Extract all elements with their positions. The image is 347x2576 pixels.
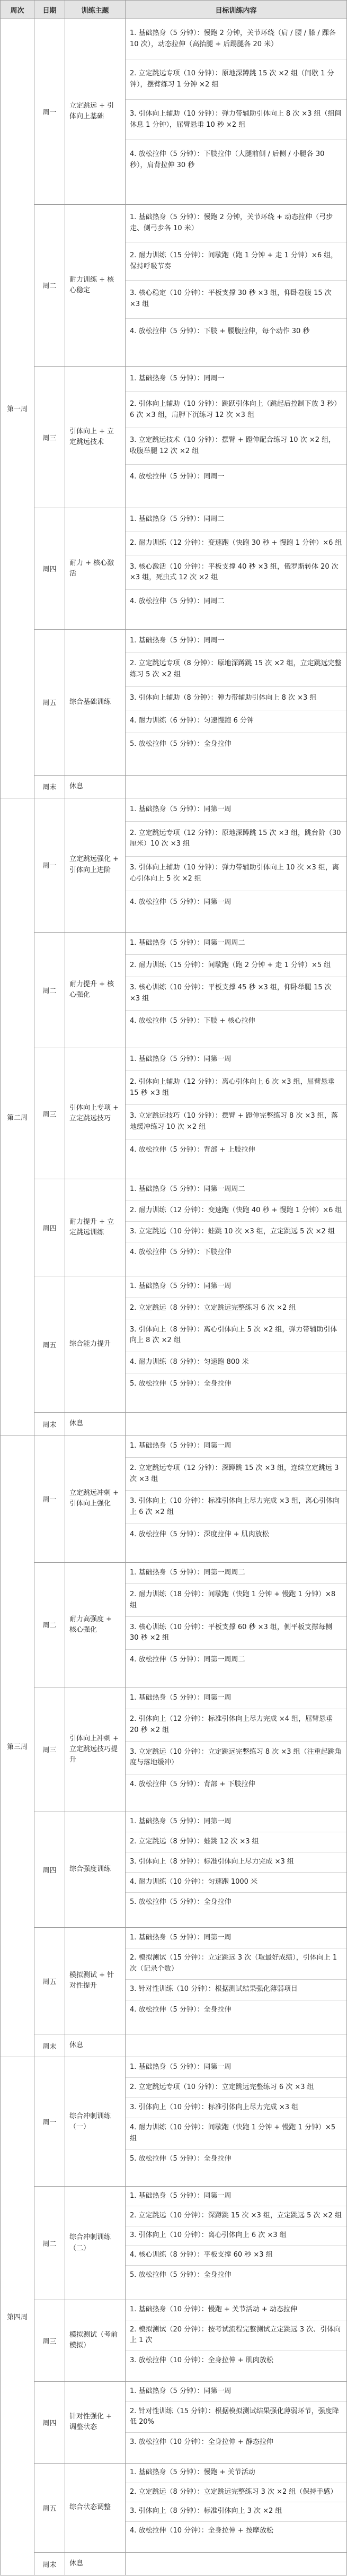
training-item <box>126 1048 346 1071</box>
day-label: 周一 <box>34 1435 65 1562</box>
training-item <box>126 977 346 1010</box>
training-item-list <box>126 1928 346 2020</box>
training-item <box>126 1649 346 1671</box>
training-item-list <box>126 508 346 613</box>
day-label: 周二 <box>34 204 65 367</box>
training-item-text: 4. 放松拉伸（5 分钟）：下肢拉伸 <box>130 1248 232 1257</box>
training-item-text: 3. 引体向上（8 分钟）：标准引体向上尽力完成 ×3 组 <box>130 1857 294 1866</box>
training-item <box>126 2149 346 2169</box>
training-item <box>126 1774 346 1796</box>
training-item <box>126 2000 346 2021</box>
training-item-text: 4. 耐力训练（6 分钟）：匀速慢跑 6 分钟 <box>130 717 254 725</box>
training-content <box>126 798 347 932</box>
training-item-list <box>126 1048 346 1162</box>
training-item-text: 3. 引体向上（8 分钟）：标准引体向上 3 次 ×2 组 <box>130 2507 282 2516</box>
table-row <box>1 1048 347 1179</box>
training-theme: 综合强度训练 <box>65 1812 126 1927</box>
training-item <box>126 1948 346 1979</box>
training-item <box>126 2483 346 2502</box>
training-item-text: 3. 引体向上辅助（10 分钟）：弹力带辅助引体向上 8 次 ×3 组（组间休息 1 分钟），屈臂悬垂 10 秒 ×2 组 <box>130 109 342 129</box>
training-item <box>126 1200 346 1221</box>
training-item-text: 5. 放松拉伸（5 分钟）：全身拉伸 <box>130 1898 232 1906</box>
training-content <box>126 1413 347 1435</box>
training-item-text: 2. 立定跳远专项（8 分钟）：原地深蹲跳 15 次 ×2 组，立定跳远完整练习 5 次 ×2 组 <box>130 659 342 679</box>
training-item-text: 2. 立定跳远专项（10 分钟）：原地深蹲跳 15 次 ×2 组（间歇 1 分钟），摆臂练习 1 分钟 ×2 组 <box>130 69 334 89</box>
training-item <box>126 686 346 710</box>
training-item-text: 1. 基础热身（5 分钟）：同第一周周二 <box>130 938 245 947</box>
day-label: 周末 <box>34 775 65 798</box>
day-label: 周五 <box>34 629 65 775</box>
training-content <box>126 1048 347 1179</box>
day-label: 周五 <box>34 1276 65 1413</box>
training-item <box>126 1812 346 1832</box>
training-item <box>126 2057 346 2077</box>
training-item <box>126 140 346 180</box>
training-item <box>126 1139 346 1162</box>
day-label: 周四 <box>34 1179 65 1276</box>
training-item <box>126 2098 346 2118</box>
training-item-text: 1. 基础热身（5 分钟）：慢跑 2 分钟，关节环绕（肩 / 腰 / 膝 / 踝各 10 次），动态拉伸（高抬腿 + 后踢腿各 20 米） <box>130 29 336 48</box>
training-content <box>126 932 347 1048</box>
day-label: 周五 <box>34 2464 65 2553</box>
training-theme: 休息 <box>65 2553 126 2575</box>
day-label: 周末 <box>34 2034 65 2057</box>
training-item-text: 3. 引体向上（8 分钟）：离心引体向上 5 次 ×2 组，弹力带辅助引体向上 8 次 ×2 组 <box>130 1325 337 1345</box>
table-row <box>1 2187 347 2300</box>
training-item-text: 3. 立定跳远（10 分钟）：立定跳远完整练习 8 次 ×3 组（注重起跳角度与落地缓冲） <box>130 1747 342 1767</box>
training-content <box>126 775 347 798</box>
training-item-list <box>126 2057 346 2169</box>
training-item <box>126 2206 346 2225</box>
training-item-text: 4. 耐力训练（8 分钟）：匀速跑 800 米 <box>130 1358 249 1367</box>
training-item-text: 5. 放松拉伸（5 分钟）：全身拉伸 <box>130 2270 232 2279</box>
rest-row <box>1 2553 347 2575</box>
training-theme: 休息 <box>65 775 126 798</box>
training-theme: 综合冲刺训练（二） <box>65 2187 126 2300</box>
training-item-text: 2. 耐力训练（12 分钟）：变速跑（快跑 30 秒 + 慢跑 1 分钟）×6 组 <box>130 538 342 547</box>
week-label: 第一周 <box>1 19 34 798</box>
day-label: 周末 <box>34 1413 65 1435</box>
day-label: 周二 <box>34 932 65 1048</box>
day-label: 周一 <box>34 798 65 932</box>
table-row <box>1 1687 347 1812</box>
table-body <box>1 19 347 2575</box>
day-label: 周三 <box>34 1048 65 1179</box>
training-item-list <box>126 2382 346 2452</box>
table-row <box>1 367 347 508</box>
training-item-text: 4. 放松拉伸（5 分钟）：背部 + 下肢拉伸 <box>130 1780 255 1789</box>
training-item <box>126 630 346 652</box>
training-item <box>126 19 346 59</box>
day-label: 周三 <box>34 2300 65 2381</box>
training-item-text: 4. 放松拉伸（5 分钟）：下肢 + 腰腹拉伸，每个动作 30 秒 <box>130 327 310 336</box>
training-item <box>126 2351 346 2371</box>
training-theme: 耐力高强度 + 核心强化 <box>65 1562 126 1687</box>
training-item <box>126 933 346 954</box>
day-label: 周五 <box>34 1928 65 2034</box>
training-item <box>126 1276 346 1298</box>
training-content <box>126 367 347 508</box>
training-item-text: 4. 放松拉伸（5 分钟）：同第一周周二 <box>130 1656 245 1664</box>
training-content <box>126 19 347 205</box>
training-item <box>126 652 346 686</box>
training-item <box>126 532 346 555</box>
training-item-list <box>126 19 346 180</box>
training-item-text: 1. 基础热身（5 分钟）：同第一周 <box>130 1693 232 1702</box>
training-item-list <box>126 2464 346 2540</box>
training-item <box>126 2521 346 2541</box>
training-theme: 立定跳远冲刺 + 引体向上强化 <box>65 1435 126 1562</box>
training-theme: 立定跳远强化 + 引体向上进阶 <box>65 798 126 932</box>
header-row <box>1 1 347 19</box>
training-item <box>126 59 346 99</box>
training-item-text: 3. 引体向上（10 分钟）：标准引体向上尽力完成 ×3 组，离心引体向上 6 次 ×2 组 <box>130 1497 340 1517</box>
day-label: 周三 <box>34 1687 65 1812</box>
training-item <box>126 2118 346 2149</box>
table-row <box>1 1562 347 1687</box>
training-theme: 耐力提升 + 核心强化 <box>65 932 126 1048</box>
training-item <box>126 555 346 589</box>
training-item <box>126 2464 346 2483</box>
training-item-text: 1. 基础热身（5 分钟）：慢跑 + 关节活动 <box>130 2468 255 2477</box>
training-item-text: 1. 基础热身（5 分钟）：同周一 <box>130 375 225 383</box>
rest-row <box>1 775 347 798</box>
training-item-list <box>126 1179 346 1263</box>
training-item <box>126 1583 346 1616</box>
training-item-list <box>126 630 346 756</box>
table-row <box>1 2464 347 2553</box>
training-item-text: 5. 放松拉伸（5 分钟）：全身拉伸 <box>130 1379 232 1388</box>
training-item-list <box>126 2187 346 2285</box>
training-theme: 引体向上专项 + 立定跳远技巧 <box>65 1048 126 1179</box>
table-row <box>1 204 347 367</box>
training-item <box>126 1352 346 1373</box>
training-item <box>126 954 346 977</box>
training-theme: 模拟测试 + 针对性提升 <box>65 1928 126 2034</box>
training-theme: 休息 <box>65 2034 126 2057</box>
training-item-text: 4. 放松拉伸（10 分钟）：全身拉伸 + 按摩放松 <box>130 2526 273 2535</box>
training-item-text: 3. 放松拉伸（10 分钟）：全身拉伸 + 肌肉放松 <box>130 2356 273 2365</box>
training-item-list <box>126 367 346 489</box>
training-item-text: 2. 立定跳远专项（12 分钟）：深蹲跳 15 次 ×3 组，连续立定跳远 3 次 ×3 组 <box>130 1464 339 1483</box>
table-row <box>1 19 347 205</box>
training-item <box>126 2502 346 2521</box>
training-item-text: 2. 引体向上辅助（12 分钟）：离心引体向上 6 次 ×3 组，屈臂悬垂 15 秒 ×3 组 <box>130 1078 335 1097</box>
training-item <box>126 1709 346 1741</box>
training-item-text: 2. 针对性训练（15 分钟）：根据模拟测试结果强化薄弱环节，强度降低 20% <box>130 2407 339 2426</box>
training-item <box>126 1979 346 2000</box>
training-item-text: 1. 基础热身（5 分钟）：同第一周 <box>130 1817 232 1825</box>
table-row <box>1 798 347 932</box>
training-item <box>126 1852 346 1872</box>
training-item <box>126 1928 346 1948</box>
training-item <box>126 891 346 915</box>
training-item-text: 1. 基础热身（5 分钟）：同第一周 <box>130 2062 232 2071</box>
day-label: 周二 <box>34 2187 65 2300</box>
training-item-list <box>126 2300 346 2371</box>
training-item <box>126 2246 346 2265</box>
training-item-text: 4. 耐力训练（10 分钟）：间歇跑（快跑 1 分钟 + 慢跑 1 分钟）×5 组 <box>130 2124 336 2143</box>
training-item <box>126 2300 346 2320</box>
training-item <box>126 1524 346 1546</box>
training-item <box>126 508 346 532</box>
training-item-text: 3. 立定跳远技巧（10 分钟）：摆臂 + 蹬伸完整练习 8 次 ×3 组，落地缓冲练习 10 次 ×2 组 <box>130 1112 338 1132</box>
training-item-text: 3. 核心稳定（10 分钟）：平板支撑 30 秒 ×3 组，仰卧卷腹 15 次 ×3 组 <box>130 289 332 309</box>
training-item <box>126 2077 346 2098</box>
training-theme: 耐力训练 + 核心稳定 <box>65 204 126 367</box>
training-item <box>126 1892 346 1912</box>
day-label: 周末 <box>34 2553 65 2575</box>
training-item-text: 4. 放松拉伸（5 分钟）：深度拉伸 + 肌肉放松 <box>130 1530 269 1538</box>
training-item <box>126 1616 346 1649</box>
table-row <box>1 1276 347 1413</box>
training-item-text: 2. 立定跳远（8 分钟）：蛙跳 12 次 ×3 组 <box>130 1837 259 1846</box>
training-content <box>126 1435 347 1562</box>
training-content <box>126 2464 347 2553</box>
training-item <box>126 1490 346 1523</box>
table-row <box>1 508 347 630</box>
training-item-text: 1. 基础热身（5 分钟）：同周一 <box>130 636 225 645</box>
training-item-text: 1. 基础热身（5 分钟）：同第一周 <box>130 805 232 813</box>
day-label: 周四 <box>34 1812 65 1927</box>
training-content <box>126 1276 347 1413</box>
training-content <box>126 2300 347 2381</box>
week-label: 第三周 <box>1 1435 34 2057</box>
training-item <box>126 1179 346 1200</box>
training-item-text: 1. 基础热身（5 分钟）：同第一周 <box>130 1933 232 1942</box>
training-item <box>126 391 346 428</box>
table-row <box>1 1812 347 1927</box>
training-item-text: 2. 耐力训练（15 分钟）：间歇跑（跑 2 分钟 + 走 1 分钟）×5 组 <box>130 961 331 970</box>
training-item-text: 1. 基础热身（5 分钟）：慢跑 2 分钟，关节环绕 + 动态拉伸（弓步走、侧弓步各 10 米） <box>130 213 333 232</box>
table-row <box>1 629 347 775</box>
training-item-text: 1. 基础热身（5 分钟）：同第一周 <box>130 1442 232 1450</box>
training-item <box>126 710 346 733</box>
training-item <box>126 1687 346 1709</box>
training-item <box>126 1741 346 1773</box>
training-content <box>126 508 347 630</box>
training-item-text: 2. 引体向上（12 分钟）：标准引体向上尽力完成 ×4 组，屈臂悬垂 20 秒 ×2 组 <box>130 1715 333 1735</box>
training-item-text: 1. 基础热身（5 分钟）：同第一周 <box>130 2387 232 2395</box>
day-label: 周三 <box>34 367 65 508</box>
training-item-text: 4. 放松拉伸（5 分钟）：全身拉伸 <box>130 2006 232 2014</box>
training-content <box>126 204 347 367</box>
training-item-text: 2. 立定跳远（8 分钟）：立定跳远完整练习 6 次 ×2 组 <box>130 1303 296 1312</box>
training-theme: 引体向上 + 立定跳远技术 <box>65 367 126 508</box>
training-item-text: 3. 引体向上（10 分钟）：离心引体向上 6 次 ×3 组 <box>130 2231 287 2240</box>
training-item <box>126 856 346 891</box>
training-item <box>126 464 346 490</box>
training-item-text: 1. 基础热身（5 分钟）：同第一周 <box>130 1055 232 1063</box>
training-item-list <box>126 1276 346 1395</box>
training-theme: 综合基础训练 <box>65 629 126 775</box>
training-item-list <box>126 1687 346 1795</box>
training-item-text: 3. 针对性训练（10 分钟）：根据测试结果强化薄弱项目 <box>130 1985 298 1994</box>
training-content <box>126 1562 347 1687</box>
training-item-text: 5. 放松拉伸（5 分钟）：全身拉伸 <box>130 740 232 749</box>
week-label: 第四周 <box>1 2057 34 2575</box>
training-item-text: 1. 基础热身（5 分钟）：同第一周周二 <box>130 1569 245 1577</box>
training-item <box>126 1563 346 1584</box>
training-item <box>126 99 346 140</box>
table-header <box>1 1 347 19</box>
training-item <box>126 798 346 822</box>
training-theme: 针对性强化 + 调整状态 <box>65 2381 126 2463</box>
training-item-text: 2. 耐力训练（15 分钟）：间歇跑（跑 1 分钟 + 走 1 分钟）×6 组，保持呼吸节奏 <box>130 251 338 271</box>
training-item-text: 3. 立定跳远（10 分钟）：蛙跳 10 次 ×3 组，立定跳远 5 次 ×2 组 <box>130 1227 335 1235</box>
training-theme: 综合能力提升 <box>65 1276 126 1413</box>
training-item-text: 3. 引体向上辅助（8 分钟）：弹力带辅助引体向上 8 次 ×3 组 <box>130 693 317 702</box>
training-content <box>126 1812 347 1927</box>
training-item <box>126 2401 346 2433</box>
training-item <box>126 2265 346 2285</box>
training-content <box>126 1928 347 2034</box>
training-item <box>126 1435 346 1457</box>
header-week: 周次 <box>1 1 34 19</box>
training-item-text: 3. 引体向上（10 分钟）：标准引体向上尽力完成 ×3 组 <box>130 2103 299 2112</box>
training-item-text: 3. 立定跳远技术（10 分钟）：摆臂 + 蹬伸配合练习 10 次 ×2 组，收腹举腿 12 次 ×2 组 <box>130 436 336 456</box>
training-item-text: 2. 模拟测试（15 分钟）：立定跳远 3 次（取最好成绩），引体向上 1 次（记录个数） <box>130 1954 337 1973</box>
table-row <box>1 1928 347 2034</box>
training-content <box>126 1179 347 1276</box>
training-content <box>126 2553 347 2575</box>
training-item-text: 4. 放松拉伸（5 分钟）：下肢 + 核心拉伸 <box>130 1017 255 1025</box>
training-content <box>126 2034 347 2057</box>
table-row <box>1 932 347 1048</box>
training-item <box>126 1221 346 1242</box>
training-item <box>126 367 346 391</box>
training-item-text: 1. 基础热身（5 分钟）：同第一周 <box>130 1282 232 1291</box>
table-row <box>1 1179 347 1276</box>
table-row <box>1 2057 347 2187</box>
training-item <box>126 428 346 464</box>
training-theme: 耐力提升 + 立定跳远训练 <box>65 1179 126 1276</box>
training-item <box>126 1457 346 1490</box>
training-item <box>126 2187 346 2206</box>
rest-row <box>1 1413 347 1435</box>
training-theme: 立定跳远 + 引体向上基础 <box>65 19 126 205</box>
training-item-text: 1. 基础热身（5 分钟）：同周二 <box>130 515 225 524</box>
training-item <box>126 821 346 856</box>
training-item <box>126 318 346 345</box>
training-item-text: 4. 放松拉伸（5 分钟）：背部 + 上肢拉伸 <box>130 1146 255 1154</box>
training-item-text: 1. 基础热身（10 分钟）：慢跑 + 关节活动 + 动态拉伸 <box>130 2305 298 2313</box>
training-item-text: 3. 核心训练（10 分钟）：平板支撑 45 秒 ×3 组，仰卧举腿 15 次 ×3 组 <box>130 984 332 1003</box>
training-item <box>126 2382 346 2401</box>
training-item <box>126 2432 346 2452</box>
training-item-text: 2. 耐力训练（12 分钟）：变速跑（快跑 40 秒 + 慢跑 1 分钟）×6 组 <box>130 1206 342 1214</box>
training-theme: 休息 <box>65 1413 126 1435</box>
training-item <box>126 1071 346 1104</box>
training-item-text: 3. 引体向上辅助（10 分钟）：弹力带辅助引体向上 10 次 ×3 组，离心引体向上 5 次 ×2 组 <box>130 864 339 883</box>
training-item <box>126 205 346 242</box>
training-item <box>126 2226 346 2246</box>
day-label: 周一 <box>34 19 65 205</box>
day-label: 周四 <box>34 2381 65 2463</box>
training-theme: 综合状态调整 <box>65 2464 126 2553</box>
training-item <box>126 242 346 280</box>
training-item-text: 4. 耐力训练（10 分钟）：匀速跑 1000 米 <box>130 1877 258 1886</box>
training-item-text: 3. 放松拉伸（10 分钟）：全身拉伸 + 静态拉伸 <box>130 2438 273 2447</box>
training-item-text: 4. 放松拉伸（5 分钟）：同周二 <box>130 597 225 605</box>
training-content <box>126 629 347 775</box>
header-content: 目标训练内容 <box>126 1 347 19</box>
training-theme: 综合冲刺训练（一） <box>65 2057 126 2187</box>
training-content <box>126 2057 347 2187</box>
training-item-text: 2. 引体向上辅助（10 分钟）：跳跃引体向上（跳起后控制下放 3 秒）6 次 ×3 组，肩胛下沉练习 12 次 ×3 组 <box>130 399 341 419</box>
training-item-list <box>126 205 346 345</box>
training-item <box>126 1010 346 1032</box>
day-label: 周二 <box>34 1562 65 1687</box>
training-item <box>126 2320 346 2351</box>
training-content <box>126 2381 347 2463</box>
training-item <box>126 1319 346 1351</box>
training-item-list <box>126 933 346 1033</box>
training-item <box>126 1242 346 1263</box>
training-item-text: 2. 立定跳远（10 分钟）：深蹲跳 15 次 ×3 组，立定跳远 5 次 ×2 组 <box>130 2212 342 2220</box>
week-label: 第二周 <box>1 798 34 1435</box>
training-item-text: 2. 耐力训练（18 分钟）：间歇跑（快跑 1 分钟 + 慢跑 1 分钟）×8 组 <box>130 1590 336 1609</box>
training-item-text: 3. 核心激活（10 分钟）：平板支撑 40 秒 ×3 组，俄罗斯转体 20 次 ×3 组，死虫式 12 次 ×2 组 <box>130 562 339 582</box>
training-item <box>126 1104 346 1138</box>
training-content <box>126 1687 347 1812</box>
day-label: 周四 <box>34 508 65 630</box>
training-item-text: 3. 核心训练（10 分钟）：平板支撑 60 秒 ×3 组，侧平板支撑每侧 30 秒 ×2 组 <box>130 1623 332 1642</box>
training-item-text: 4. 核心训练（8 分钟）：平板支撑 60 秒 ×3 组 <box>130 2251 273 2259</box>
training-item-text: 1. 基础热身（5 分钟）：同第一周 <box>130 2191 232 2200</box>
training-item-list <box>126 798 346 915</box>
table-row <box>1 2300 347 2381</box>
training-item-text: 2. 模拟测试（20 分钟）：按考试流程完整测试立定跳远 3 次、引体向上 1 次 <box>130 2325 341 2345</box>
training-item-text: 4. 放松拉伸（5 分钟）：同周一 <box>130 472 225 481</box>
training-item-list <box>126 1812 346 1912</box>
training-content <box>126 2187 347 2300</box>
training-item <box>126 733 346 756</box>
training-theme: 模拟测试（考前模拟） <box>65 2300 126 2381</box>
training-item-list <box>126 1435 346 1545</box>
table-row <box>1 2381 347 2463</box>
training-item <box>126 589 346 613</box>
training-item-text: 2. 立定跳远（8 分钟）：立定跳远完整练习 3 次 ×2 组（保持手感） <box>130 2487 337 2496</box>
training-item <box>126 1298 346 1319</box>
training-item <box>126 1373 346 1395</box>
training-item <box>126 280 346 318</box>
training-theme: 引体向上冲刺 + 立定跳远技巧提升 <box>65 1687 126 1812</box>
training-item-text: 2. 立定跳远专项（12 分钟）：原地深蹲跳 15 次 ×3 组，跳台阶（30 厘米）10 次 ×3 组 <box>130 829 341 848</box>
training-item-text: 1. 基础热身（5 分钟）：同第一周周二 <box>130 1185 245 1194</box>
training-item-text: 4. 放松拉伸（5 分钟）：下肢拉伸（大腿前侧 / 后侧 / 小腿各 30 秒），肩背拉伸 30 秒 <box>130 150 325 169</box>
training-item <box>126 1872 346 1892</box>
training-item-text: 5. 放松拉伸（5 分钟）：全身拉伸 <box>130 2155 232 2163</box>
table-row <box>1 1435 347 1562</box>
training-item <box>126 1832 346 1852</box>
training-item-list <box>126 1563 346 1671</box>
header-theme: 训练主题 <box>65 1 126 19</box>
rest-row <box>1 2034 347 2057</box>
day-label: 周一 <box>34 2057 65 2187</box>
header-day: 日期 <box>34 1 65 19</box>
training-item-text: 2. 立定跳远专项（10 分钟）：立定跳远完整练习 6 次 ×3 组 <box>130 2083 314 2091</box>
training-item-text: 4. 放松拉伸（5 分钟）：同第一周 <box>130 898 232 907</box>
training-theme: 耐力 + 核心激活 <box>65 508 126 630</box>
